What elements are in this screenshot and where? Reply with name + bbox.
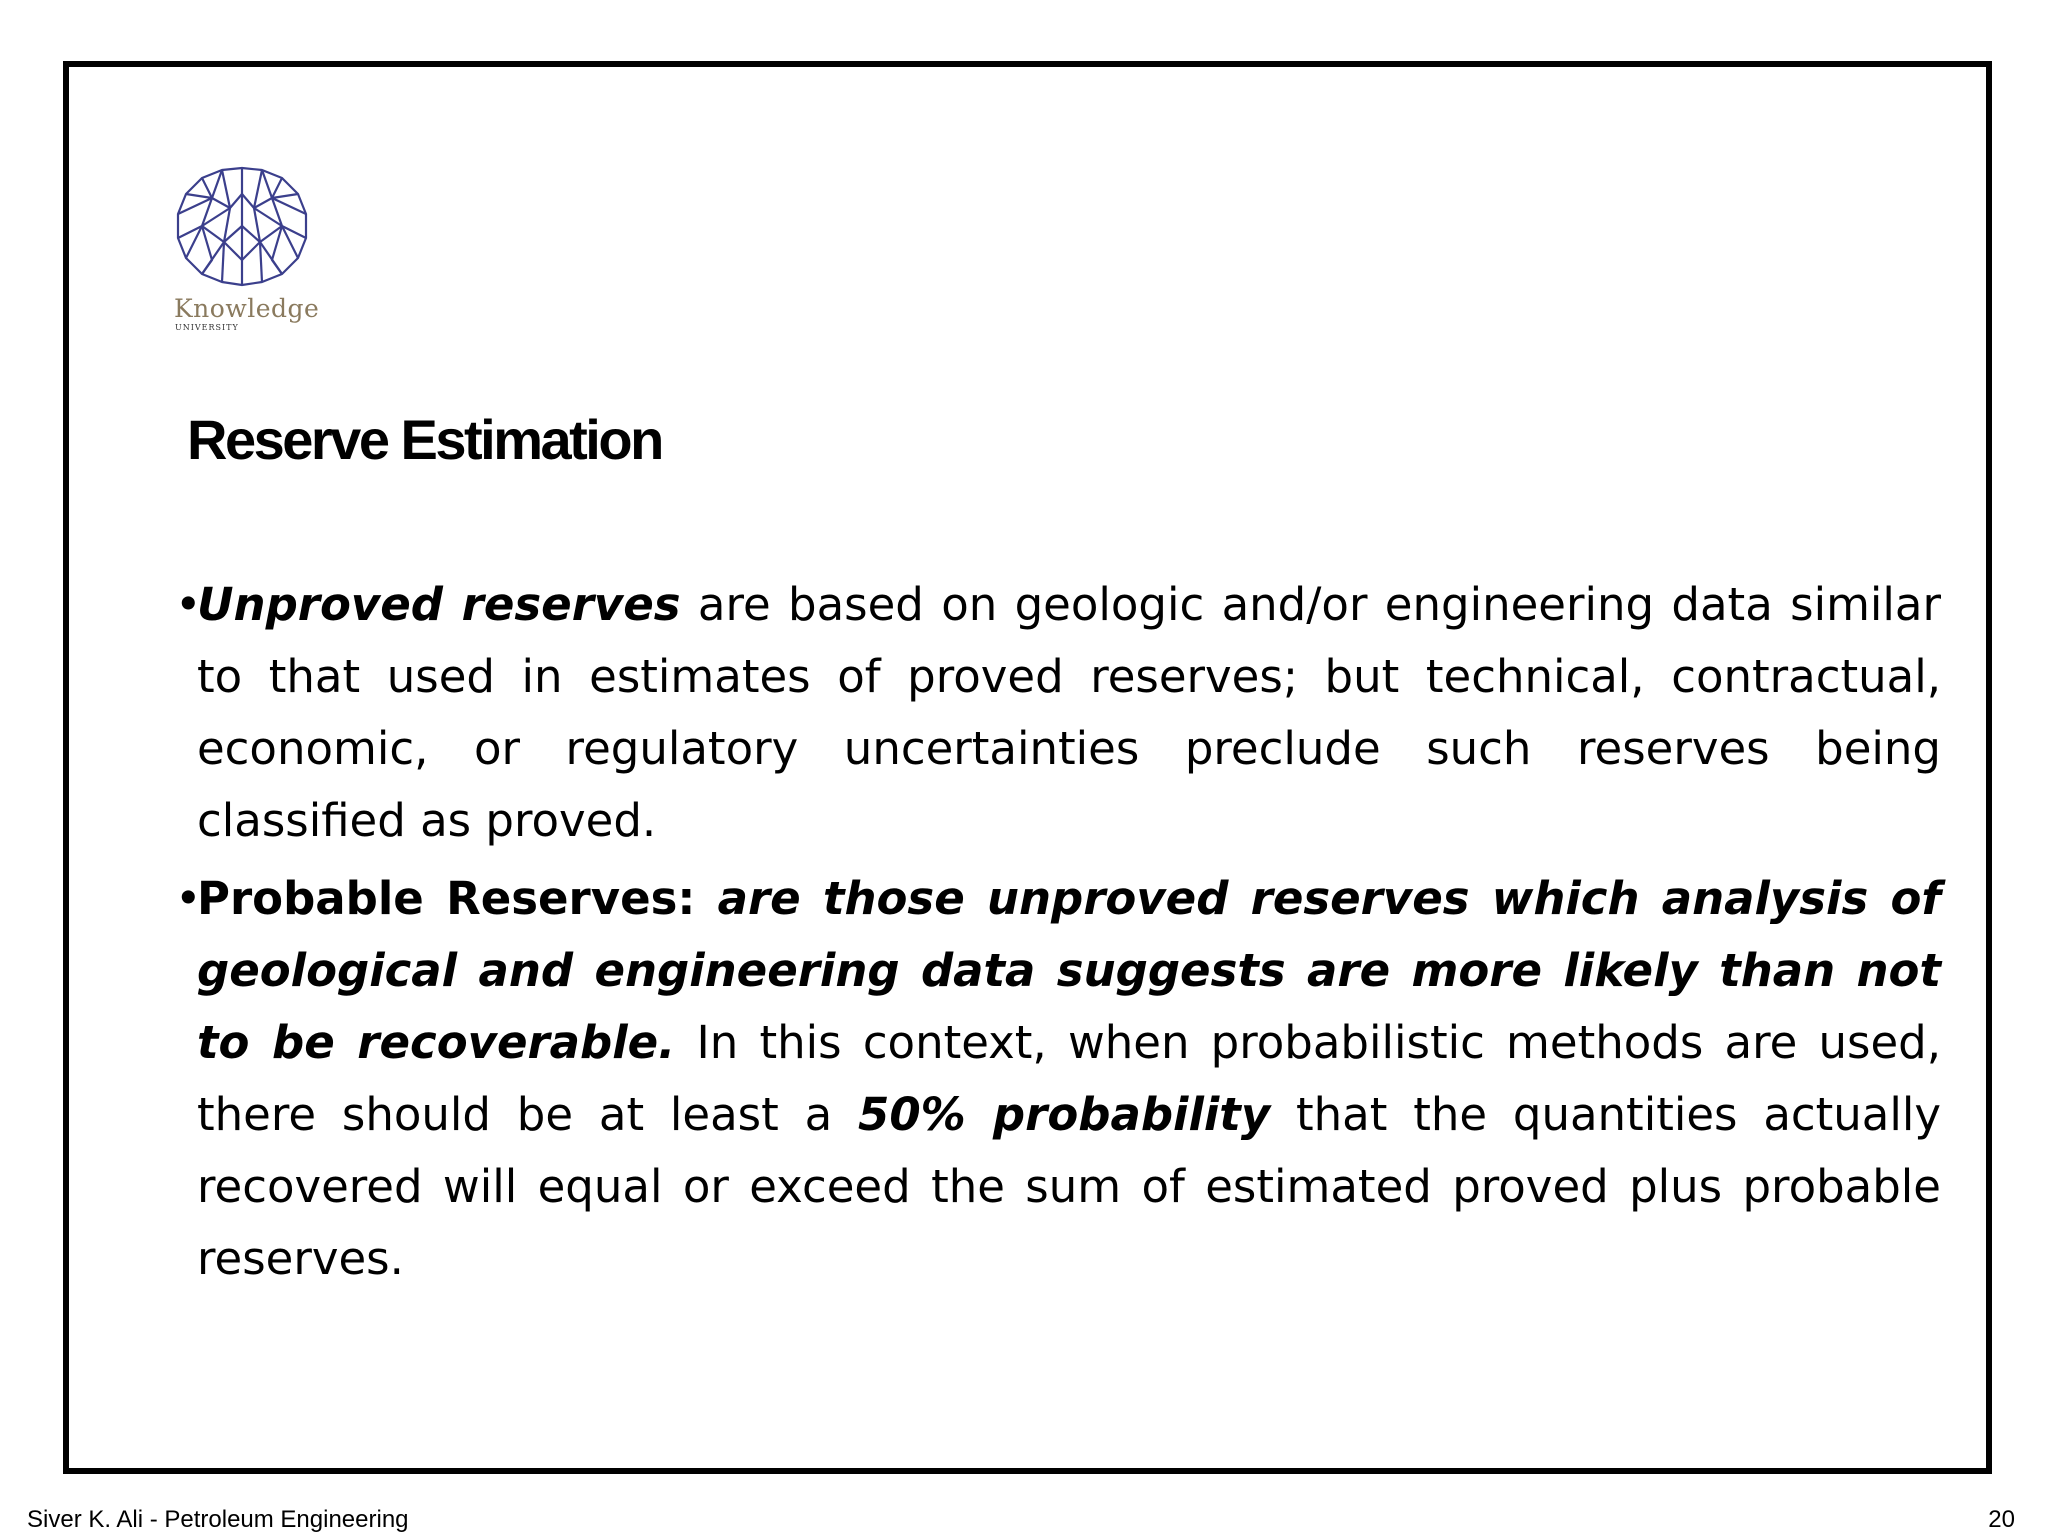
definition-probable-reserves: are those unproved reserves which analysis of geological and engineering data suggests are more likely than not to be recoverable. (197, 872, 1941, 1069)
brain-network-icon (172, 164, 314, 292)
slide-body (175, 569, 1941, 1301)
bullet-text: In this context, when probabilistic methods are used, there should be at least a (197, 1016, 1941, 1141)
bullet-probable-reserves (175, 863, 1941, 1295)
footer-author: Siver K. Ali - Petroleum Engineering (27, 1506, 409, 1533)
slide-frame (63, 61, 1992, 1474)
university-logo (172, 164, 320, 336)
term-unproved-reserves: Unproved reserves (197, 578, 681, 631)
bullet-text: are based on geologic and/or engineering data similar to that used in estimates of proved reserves; but technical, contractual, economic, or regulatory uncertainties preclude such reserves being classified as proved. (197, 578, 1941, 847)
page-number: 20 (1988, 1506, 2015, 1533)
emphasis-probability: 50% probability (858, 1088, 1271, 1141)
logo-subtitle: UNIVERSITY (175, 323, 239, 332)
slide-title: Reserve Estimation (187, 408, 662, 471)
bullet-unproved-reserves (175, 569, 1941, 857)
term-probable-reserves: Probable Reserves: (197, 872, 718, 925)
logo-wordmark: Knowledge (174, 294, 320, 323)
bullet-marker: • (175, 578, 202, 631)
bullet-text: that the quantities actually recovered will equal or exceed the sum of estimated proved plus probable reserves. (197, 1088, 1942, 1285)
bullet-marker: • (175, 872, 202, 925)
